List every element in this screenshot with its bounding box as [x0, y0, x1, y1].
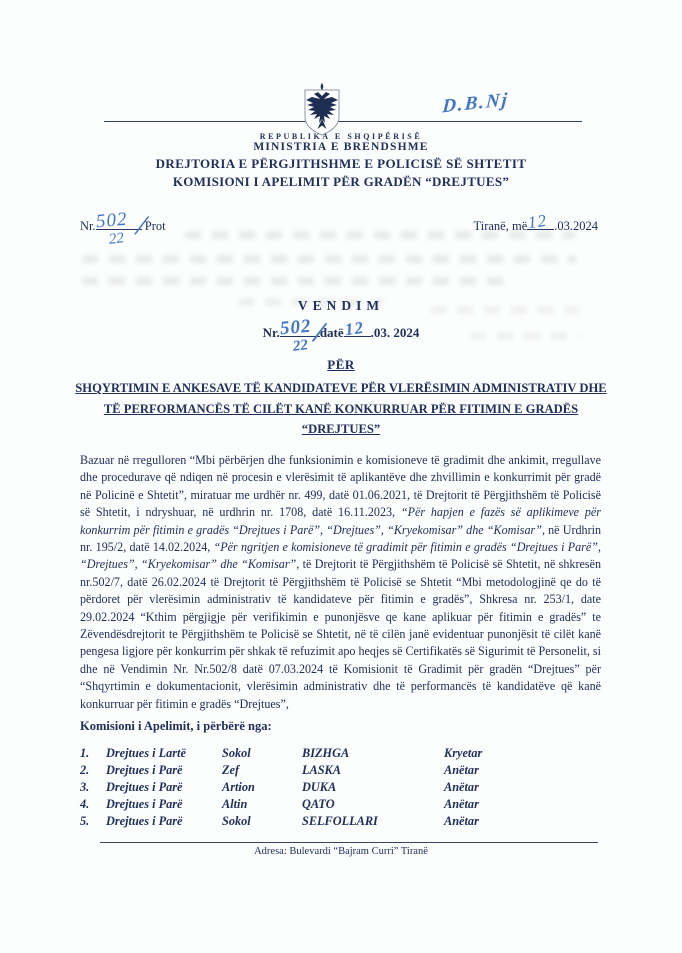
handwritten-decision-number-suffix: 22	[291, 337, 309, 355]
member-number: 2.	[80, 763, 90, 777]
committee-list	[80, 745, 560, 830]
directorate-line: DREJTORIA E PËRGJITHSHME E POLICISË SË SHTETIT	[155, 156, 527, 171]
protocol-nr-label: Nr.	[80, 219, 96, 233]
protocol-number-blank	[94, 208, 149, 248]
member-number: 4.	[80, 797, 90, 811]
body-text-segment: Bazuar në rregulloren “Mbi përbërjen dhe funksionimin e komisioneve të gradimit dhe ankimit, rregullave dhe procedurave që ndiqen në procesin e vlerësimit të aplikantëve dhe zhvillimin e konkurrimit për gradë në Policinë e Shtetit”, miratuar me urdhër nr. 499, datë 01.06.2021, të Drejtorit të Përgjithshëm të Policisë së Shtetit, i ndryshuar, në urdhrin nr. 1708, datë 16.11.2023,	[80, 453, 601, 520]
handwritten-protocol-number: 502	[94, 208, 128, 233]
member-number: 3.	[80, 780, 90, 794]
decision-heading: VENDIM	[297, 298, 385, 313]
handwritten-date-day: 12	[526, 210, 549, 233]
member-last-name: LASKA	[302, 763, 341, 777]
committee-member-row	[80, 796, 560, 813]
decision-body-paragraph	[80, 452, 601, 713]
committee-member-row	[80, 762, 560, 779]
member-first-name: Artion	[222, 780, 255, 794]
member-first-name: Zef	[222, 763, 240, 777]
decision-date-label: datë	[319, 325, 344, 340]
city-date-label: Tiranë, më	[473, 219, 528, 233]
decision-number-line	[0, 315, 682, 355]
member-rank: Drejtues i Lartë	[106, 746, 186, 760]
handwritten-initials: D.B.Nj	[441, 89, 510, 118]
member-role: Kryetar	[444, 746, 483, 760]
handwritten-protocol-number-suffix: 22	[107, 230, 125, 248]
body-text-segment-italic: “Për hapjen e fazës së aplikimeve për konkurrim për fitimin e gradës “Drejtues i Parë”, “Drejtues”, “Kryekomisar” dhe “Komisar”	[80, 505, 601, 537]
member-last-name: SELFOLLARI	[302, 814, 378, 828]
member-role: Anëtar	[444, 797, 479, 811]
committee-member-row	[80, 745, 560, 762]
member-rank: Drejtues i Parë	[106, 780, 183, 794]
member-last-name: BIZHGA	[302, 746, 350, 760]
bleed-through-artifact	[82, 255, 577, 263]
protocol-number-line	[80, 208, 166, 248]
republic-line: REPUBLIKA E SHQIPËRISË	[259, 132, 423, 141]
decision-nr-label: Nr.	[262, 325, 280, 340]
member-first-name: Altin	[222, 797, 248, 811]
date-day-blank	[526, 210, 554, 233]
member-first-name: Sokol	[222, 814, 251, 828]
albanian-double-headed-eagle-icon	[300, 82, 344, 138]
footer-divider-rule	[100, 842, 598, 843]
commission-line: KOMISIONI I APELIMIT PËR GRADËN “DREJTUES”	[172, 174, 510, 189]
committee-member-row	[80, 813, 560, 830]
body-text-segment: , në Urdhrin nr. 195/2, datë 14.02.2024,	[80, 522, 601, 555]
decision-date-rest: .03. 2024	[370, 325, 420, 340]
member-role: Anëtar	[444, 763, 479, 777]
member-rank: Drejtues i Parë	[106, 814, 183, 828]
member-last-name: QATO	[302, 797, 335, 811]
member-rank: Drejtues i Parë	[106, 763, 183, 777]
handwritten-protocol-slash: /	[134, 208, 149, 243]
decision-number-blank	[278, 315, 327, 355]
member-role: Anëtar	[444, 814, 479, 828]
bleed-through-artifact	[82, 277, 512, 285]
footer-address: Adresa: Bulevardi “Bajram Curri” Tiranë	[254, 846, 428, 857]
member-rank: Drejtues i Parë	[106, 797, 183, 811]
handwritten-decision-number: 502	[278, 315, 313, 340]
member-first-name: Sokol	[222, 746, 251, 760]
member-last-name: DUKA	[302, 780, 337, 794]
decision-day-blank	[343, 317, 371, 340]
decision-subject-title: SHQYRTIMIN E ANKESAVE TË KANDIDATEVE PËR VLERËSIMIN ADMINISTRATIV DHE TË PERFORMANCËS TË CILËT KANË KONKURRUAR PËR FITIMIN E GRADËS “DREJTUES”	[75, 381, 607, 436]
member-number: 1.	[80, 746, 90, 760]
ministry-line: MINISTRIA E BRENDSHME	[253, 141, 429, 153]
body-text-segment-italic: “Për ngritjen e komisioneve të gradimit për fitimin e gradës “Drejtues i Parë”, “Drejtues”, “Kryekomisar” dhe “Komisar”	[80, 540, 602, 572]
committee-member-row	[80, 779, 560, 796]
body-text-segment: , të Drejtorit të Përgjithshëm të Policisë së Shtetit, në shkresën nr.502/7, datë 26.02.2024 të Drejtorit të Përgjithshëm të Policisë se Shtetit “Mbi metodologjinë qe do të përdoret për vlerësimin administrativ të kandidateve për fitimin e gradës”, Shkresa nr. 253/1, date 29.02.2024 “Kthim përgjigje për verifikimin e punonjësve qe kane aplikuar për fitimin e gradës” te Zëvendësdrejtorit te Përgjithshëm te Policisë se Shtetit, në të cilën janë evidentuar punonjësit të cilët kanë pengesa ligjore për konkurrim për shkak të refuzimit apo heqjes së Certifikatës së Sigurimit të Personelit, si dhe në Vendimin Nr. Nr.502/8 datë 07.03.2024 të Komisionit të Gradimit për gradën “Drejtues” për “Shqyrtimin e dokumentacionit, vlerësimin administrativ dhe të performancës të kandidatëve që kanë konkurruar për fitimin e gradës “Drejtues”,	[80, 557, 601, 711]
protocol-prot-label: Prot	[144, 219, 166, 233]
handwritten-decision-slash: /	[312, 315, 327, 350]
member-role: Anëtar	[444, 780, 479, 794]
date-rest: .03.2024	[554, 219, 598, 233]
handwritten-decision-day: 12	[343, 317, 365, 340]
city-date-line	[473, 210, 598, 234]
committee-intro: Komisioni i Apelimit, i përbërë nga:	[80, 719, 272, 733]
per-label: PËR	[327, 357, 355, 372]
member-number: 5.	[80, 814, 90, 828]
